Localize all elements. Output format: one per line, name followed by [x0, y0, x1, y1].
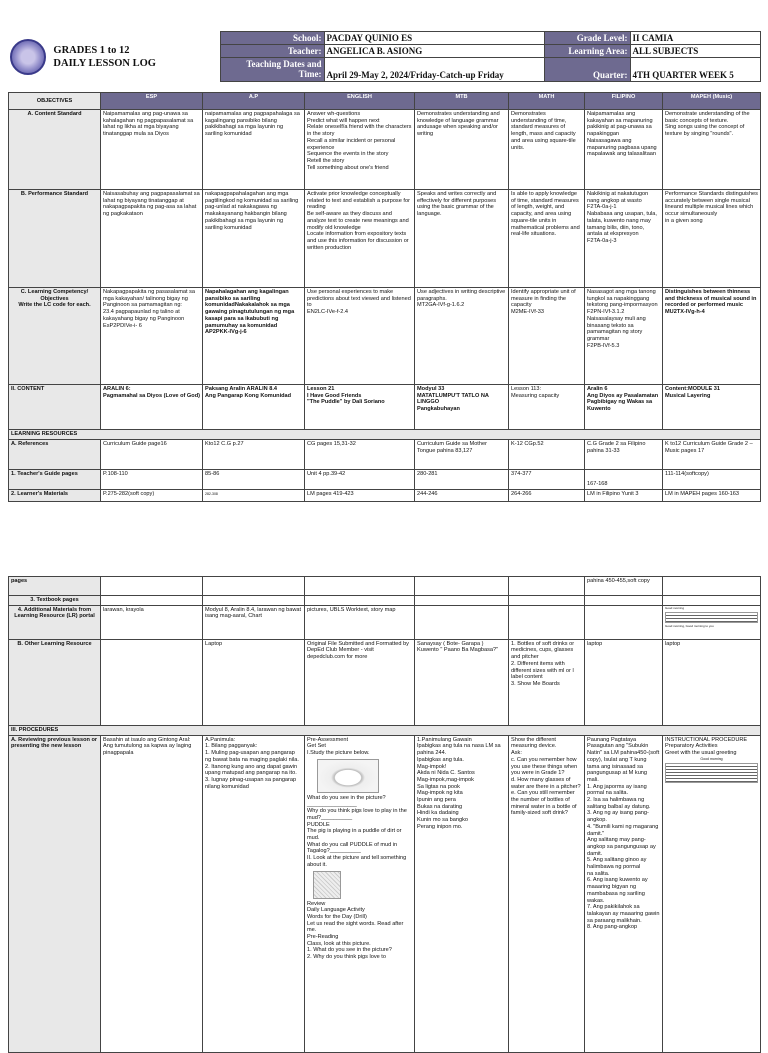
mapeh-procedure: INSTRUCTIONAL PROCEDURE Preparatory Activities Greet with the usual greeting: [665, 736, 748, 757]
teacher-label: Teacher:: [220, 45, 324, 58]
references-row: [9, 440, 761, 470]
dates-label-line2: Time:: [298, 69, 322, 79]
performance-standard-label: B. Performance Standard: [9, 190, 101, 288]
music-sheet-cell: [663, 605, 761, 639]
english-questions: What do you see in the picture? ________________ Why do you think pigs love to play in the mud?__________ PUDDLE The pig is playing in a puddle of dirt or mud. What do you call PUDDLE of mud in Tagalog?__________ II. Look at the picture and tell something about it.: [307, 794, 407, 868]
cell: Naipamamalas ang kakayahan sa mapanuring pakikinig at pag-unawa sa napakinggan Naisasagawa ang mapanuring pagbasa upang mapalawak ang talasalitaan: [585, 110, 663, 190]
cell: P.275-282(soft copy): [101, 490, 203, 502]
cell: laptop: [663, 639, 761, 725]
cell: Nakapagpapakita ng pasasalamat sa mga kakayahan/ talinong bigay ng Panginoon sa pamamagitan ng: 23.4 pagpapaunlad ng talino at kakayahang bigay ng Panginoon EsP2PDIVe-i- 6: [101, 288, 203, 385]
textbook-label: 3. Textbook pages: [9, 596, 101, 606]
cell: Is able to apply knowledge of time, standard measures of length, weight, and capacity, and area using square-tile units in mathematical problems and real-life situations.: [509, 190, 585, 288]
cell: pictures, UBLS Worktext, story map: [305, 605, 415, 639]
other-resources-row: [9, 639, 761, 725]
textbook-row: [9, 596, 761, 606]
cell: Napahalagahan ang kagalingan pansibiko sa sariling komunidadNakakalahok sa mga gawaing pinagtutulungan ng mga kasapi para sa ikabubuti ng pamumuhay sa komunidad AP2PKK-IVg-j-6: [203, 288, 305, 385]
cell: Modyul 33 MATATLUMPU'T TATLO NA LINGGO Pangkabuhayan: [415, 385, 509, 430]
cell: 282-308: [203, 490, 305, 502]
cell: [663, 577, 761, 596]
resources-row: [9, 430, 761, 440]
english-review-cell: [305, 735, 415, 1052]
cell: 264-266: [509, 490, 585, 502]
cell: Unit 4 pp.39-42: [305, 470, 415, 490]
cell: P.108-110: [101, 470, 203, 490]
cell: Laptop: [203, 639, 305, 725]
resources-label: LEARNING RESOURCES: [9, 430, 761, 440]
cell: Curriculum Guide sa Mother Tongue pahina 83,127: [415, 440, 509, 470]
log-title: [53, 44, 156, 70]
grade-value: II CAMIA: [630, 32, 760, 45]
cell: 1.Panimulang Gawain Ipabigkas ang tula na nasa LM sa pahina 244. Ipabigkas ang tula. Mag-impok! Akda ni Nida C. Santos Mag-impok,mag-impok Sa ligtas na pook Mag-impok ng kita Ipunin ang pera Bukas na darating Hindi ka dadaing Kunin mo sa bangko Perang inipon mo.: [415, 735, 509, 1052]
teacher-value: ANGELICA B. ASIONG: [324, 45, 544, 58]
cell: Basahin at isaulo ang Gintong Aral: Ang tumutulong sa kapwa ay laging pinagpapala: [101, 735, 203, 1052]
cell: Aralin 6 Ang Diyos ay Pasalamatan Pagbibigay ng Wakas sa Kuwento: [585, 385, 663, 430]
cell: Content:MODULE 31 Musical Layering: [663, 385, 761, 430]
cell: pahina 450-455,soft copy: [585, 577, 663, 596]
cell: Lesson 113: Measuring capacity: [509, 385, 585, 430]
cell: Demonstrates understanding and knowledge of language grammar andusage when speaking and/or writing: [415, 110, 509, 190]
col-math: MATH: [509, 93, 585, 110]
col-filipino: FILIPINO: [585, 93, 663, 110]
teachers-guide-label: 1. Teacher's Guide pages: [9, 470, 101, 490]
cell: [509, 577, 585, 596]
cell: CG pages 15,31-32: [305, 440, 415, 470]
review-label: A. Reviewing previous lesson or presenting the new lesson: [9, 735, 101, 1052]
cell: [101, 639, 203, 725]
english-preassessment: Pre-Assessment Get Set I.Study the picture below.: [307, 736, 370, 757]
song-title: Good morning: [700, 756, 723, 761]
deped-seal-icon: [10, 39, 46, 75]
cell: A.Panimula: 1. Bilang pagganyak: 1. Muling pag-usapan ang pangarap ng bawat bata na maging paglaki nila. 2. Itanong kung ano ang dapat gawin upang matupad ang pangarap na ito. 3. Iugnay pinag-usapan sa pangarap nilang komunidad: [203, 735, 305, 1052]
procedures-label: III. PROCEDURES: [9, 725, 761, 735]
additional-materials-label: 4. Additional Materials from Learning Resource (LR) portal: [9, 605, 101, 639]
cell: LM pages 419-423: [305, 490, 415, 502]
additional-materials-row: [9, 605, 761, 639]
col-ap: A.P: [203, 93, 305, 110]
cell: nakapagpapahalagahan ang mga pagtilingkod ng komunidad sa sariling pag-unlad at nakakagawa ng makakayanang hakbangin bilang pakikibahagi sa mga layunin ng sariling komunidad: [203, 190, 305, 288]
cell: Modyul 8, Aralin 8.4, larawan ng bawat isang mag-aaral, Chart: [203, 605, 305, 639]
objectives-heading: OBJECTIVES: [9, 93, 101, 110]
cell: [203, 577, 305, 596]
cell: K to12 Curriculum Guide Grade 2 – Music pages 17: [663, 440, 761, 470]
cell: Curriculum Guide page16: [101, 440, 203, 470]
puddle-picture: [313, 871, 341, 899]
area-value: ALL SUBJECTS: [630, 45, 760, 58]
col-mtb: MTB: [415, 93, 509, 110]
quarter-value: 4TH QUARTER WEEK 5: [630, 58, 760, 82]
cell: K-12 CGp.52: [509, 440, 585, 470]
grade-label: Grade Level:: [544, 32, 630, 45]
cell: Lesson 21 I Have Good Friends "The Puddle" by Dali Soriano: [305, 385, 415, 430]
lesson-table-part2: [8, 576, 760, 1053]
mapeh-review-cell: [663, 735, 761, 1052]
area-label: Learning Area:: [544, 45, 630, 58]
teachers-guide-row: [9, 470, 761, 490]
cell: Activate prior knowledge conceptually related to text and establish a purpose for reading Be self-aware as they discuss and analyze text to create new meanings and modify old knowledge Locate information from expository texts and use this information for discussion or written production: [305, 190, 415, 288]
cell: Show the different measuring device. Ask: c. Can you remember how you use these things when you were in Grade 1? d. How many glasses of water are there in a pitcher? e. Can you still remember the number of bottles of mineral water in a bottle of family-sized soft drink?: [509, 735, 585, 1052]
cell: [101, 577, 203, 596]
pages-label: pages: [9, 577, 101, 596]
school-value: PACDAY QUINIO ES: [324, 32, 544, 45]
col-mapeh: MAPEH (Music): [663, 93, 761, 110]
english-review-text: Review Daily Language Activity Words for the Day (Drill) Let us read the sight words. Read after me. Pre-Reading Class, look at this picture. 1. What do you see in the picture? 2. Why do you think pigs love to: [307, 900, 404, 961]
content-row: [9, 385, 761, 430]
dates-label: [220, 58, 324, 82]
school-label: School:: [220, 32, 324, 45]
log-title-line1: GRADES 1 to 12: [53, 44, 130, 56]
cell: Identify appropriate unit of measure in finding the capacity M2ME-IVf-33: [509, 288, 585, 385]
song-staff-image: [665, 763, 758, 783]
cell: Distinguishes between thinness and thickness of musical sound in recorded or performed music MU2TX-IVg-h-4: [663, 288, 761, 385]
music-caption-1: Good morning: [665, 605, 685, 610]
cell: [415, 577, 509, 596]
lesson-table-part1: [8, 92, 760, 502]
pages-row: [9, 577, 761, 596]
cell: ARALIN 6: Pagmamahal sa Diyos (Love of God): [101, 385, 203, 430]
review-row: [9, 735, 761, 1052]
cell: Speaks and writes correctly and effectively for different purposes using the basic grammar of the language.: [415, 190, 509, 288]
cell: Demonstrates understanding of time, standard measures of length, mass and capacity and area using square-tile units.: [509, 110, 585, 190]
cell: laptop: [585, 639, 663, 725]
cell: [305, 577, 415, 596]
other-resources-label: B. Other Learning Resource: [9, 639, 101, 725]
cell: Answer wh-questions Predict what will happen next Relate oneself/a friend with the characters in the story Recall a similar incident or personal experience Sequence the events in the story Retell the story Tell something about one's friend: [305, 110, 415, 190]
quarter-label: Quarter:: [544, 58, 630, 82]
cell: [509, 605, 585, 639]
cell: Naipamamalas ang pag-unawa sa kahalagahan ng pagpapasalamat sa lahat ng likha at mga biyayang tinatanggap mula sa Diyos: [101, 110, 203, 190]
cell: Performance Standards distinguishes accurately between single musical lineand multiple musical lines which occur simultaneously in a given song: [663, 190, 761, 288]
cell: Nasasagot ang mga tanong tungkol sa napakinggang tekstong pang-impormasyon F2PN-IVf-3.1.2 Naisasalaysay muli ang binasang teksto sa pamamagitan ng story grammar F2PB-IVf-5.3: [585, 288, 663, 385]
pig-picture: [317, 759, 379, 793]
cell: Paksang Aralin ARALIN 8.4 Ang Pangarap Kong Komunidad: [203, 385, 305, 430]
cell: [585, 605, 663, 639]
competency-label: C. Learning Competency/ Objectives Write the LC code for each.: [9, 288, 101, 385]
performance-standard-row: [9, 190, 761, 288]
cell: 280-281: [415, 470, 509, 490]
cell: Use personal experiences to make predictions about text viewed and listened to EN2LC-IVe-f-2.4: [305, 288, 415, 385]
content-label: II. CONTENT: [9, 385, 101, 430]
cell: C.G Grade 2 sa Filipino pahina 31-33: [585, 440, 663, 470]
cell: 374-377: [509, 470, 585, 490]
dates-label-line1: Teaching Dates and: [246, 59, 322, 69]
cell: Naisasabuhay ang pagpapasalamat sa lahat ng biyayang tinatanggap at nakapagpapakita ng pag-asa sa lahat ng pagkakataon: [101, 190, 203, 288]
learners-materials-row: [9, 490, 761, 502]
cell: 1. Bottles of soft drinks or medicines, cups, glasses and pitcher 2. Different items with different sizes with ml or l label content 3. Show Me Boards: [509, 639, 585, 725]
cell: Sanaysay ( Bote- Garapa ) Kuwento " Paano Ba Magbasa?": [415, 639, 509, 725]
header-logo-cell: [8, 32, 220, 82]
dates-value: April 29-May 2, 2024/Friday-Catch-up Friday: [324, 58, 544, 82]
col-esp: ESP: [101, 93, 203, 110]
cell: LM in MAPEH pages 160-163: [663, 490, 761, 502]
cell: LM in Filipino Yunit 3: [585, 490, 663, 502]
col-english: ENGLISH: [305, 93, 415, 110]
log-title-line2: DAILY LESSON LOG: [53, 57, 156, 69]
cell: larawan, krayola: [101, 605, 203, 639]
cell: Paunang Pagtataya Pasagutan ang "Subukin Natin" sa LM pahina450-(soft copy), Isulat ang T kung tama ang isinasaad sa pangungusap at M kung mali. 1. Ang japorms ay isang pormal na salita. 2. Isa sa halimbawa ng salitang balbal ay datung. 3. Ang ng ay isang pang-angkop. 4. "Bumili kami ng magarang damit." Ang salitang may pang-angkop sa pangungusap ay damit. 5. Ang salitang ginoo ay halimbawa ng pormal na salita. 6. Ang isang kuwento ay maaaring bigyan ng mambabasa ng sariling wakas. 7. Ang pakikilahok sa talakayan ay maaaring gawin sa paraang malikhain. 8. Ang pang-angkop: [585, 735, 663, 1052]
cell: Original File Submitted and Formatted by DepEd Club Member - visit depedclub.com for more: [305, 639, 415, 725]
cell: Use adjectives in writing descriptive paragraphs. MT2GA-IVf-g-1.6.2: [415, 288, 509, 385]
procedures-row: [9, 725, 761, 735]
references-label: A. References: [9, 440, 101, 470]
learners-materials-label: 2. Learner's Materials: [9, 490, 101, 502]
content-standard-label: A. Content Standard: [9, 110, 101, 190]
content-standard-row: [9, 110, 761, 190]
cell: Nakikinig at nakatutugon nang angkop at wasto F2TA-0a-j-1 Nababasa ang usapan, tula, talata, kuwento nang may tamang bilis, diin, tono, antala at ekspresyon F2TA-0a-j-3: [585, 190, 663, 288]
cell: Kto12 C.G p.27: [203, 440, 305, 470]
cell: 85-86: [203, 470, 305, 490]
music-caption-2: Good morning, Good morning to you: [665, 624, 714, 629]
cell: 167-168: [585, 470, 663, 490]
competency-row: [9, 288, 761, 385]
cell: Demonstrate understanding of the basic concepts of texture. Sing songs using the concept of texture by singing "rounds".: [663, 110, 761, 190]
music-staff-image: [665, 612, 758, 623]
cell: 111-114(softcopy): [663, 470, 761, 490]
cell: 244-246: [415, 490, 509, 502]
cell: [415, 605, 509, 639]
lesson-log-header: [8, 31, 760, 82]
cell: naipamamalas ang pagpapahalaga sa kagalingang pansibiko bilang pakikibahagi sa mga layunin ng sariling komunidad: [203, 110, 305, 190]
